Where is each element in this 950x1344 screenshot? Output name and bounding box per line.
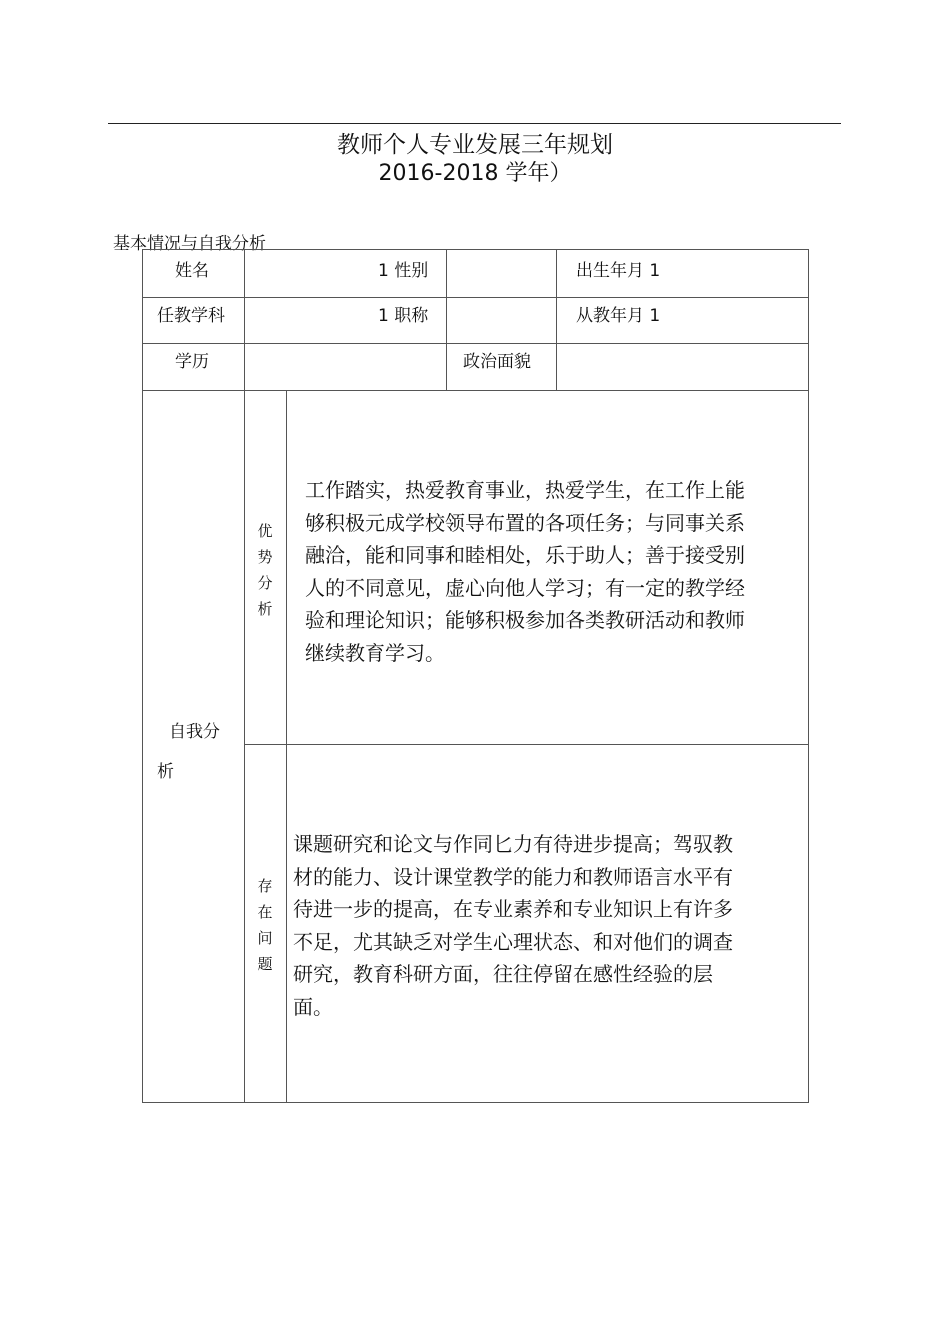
political-label-cell bbox=[446, 343, 557, 391]
subject-label-cell bbox=[142, 297, 245, 344]
title-cell bbox=[244, 297, 447, 344]
document-subtitle: 2016-2018 学年） bbox=[378, 161, 572, 186]
problems-text: 课题研究和论文与作同匕力有待进步提高；驾驭教 材的能力、设计课堂教学的能力和教师语言水平有 待进一步的提高，在专业素养和专业知识上有许多 不足，尤其缺乏对学生心理状态、和对他们的调查 研究，教育科研方面，往往停留在感性经验的层 面。 bbox=[293, 832, 733, 1019]
education-label-cell bbox=[142, 343, 245, 391]
self-analysis-label-line1: 自我分 bbox=[169, 722, 220, 742]
problems-content-cell bbox=[286, 744, 809, 1103]
self-analysis-cell bbox=[142, 390, 245, 1103]
problems-label-cell bbox=[244, 744, 287, 1103]
section-heading: 基本情况与自我分析 bbox=[113, 234, 266, 254]
name-label-cell bbox=[142, 249, 245, 298]
strengths-text: 工作踏实，热爱教育事业，热爱学生，在工作上能 够积极元成学校领导布置的各项任务；与同事关系 融洽，能和同事和睦相处，乐于助人；善于接受别 人的不同意见，虚心向他人学习；有一定的教学经 验和理论知识；能够积极参加各类教研活动和教师 继续教育学习。 bbox=[305, 478, 745, 665]
education-value-cell bbox=[244, 343, 447, 391]
education-label: 学历 bbox=[175, 352, 209, 372]
teaching-years-cell bbox=[556, 297, 809, 344]
header-rule bbox=[108, 123, 841, 124]
subject-label: 任教学科 bbox=[157, 306, 225, 326]
self-analysis-label-line2: 析 bbox=[157, 762, 174, 782]
political-label: 政治面貌 bbox=[463, 352, 531, 372]
title-value-cell bbox=[446, 297, 557, 344]
birth-label: 出生年月 1 bbox=[576, 261, 661, 281]
teaching-years-label: 从教年月 1 bbox=[576, 306, 661, 326]
strengths-content-cell bbox=[286, 390, 809, 745]
strengths-label-cell bbox=[244, 390, 287, 745]
birth-cell bbox=[556, 249, 809, 298]
gender-value-cell bbox=[446, 249, 557, 298]
problems-label: 存 在 问 题 bbox=[257, 877, 273, 973]
political-value-cell bbox=[556, 343, 809, 391]
strengths-label: 优 势 分 析 bbox=[257, 522, 273, 618]
name-label: 姓名 bbox=[175, 261, 209, 281]
title-label: 1 职称 bbox=[378, 306, 429, 326]
document-title: 教师个人专业发展三年规划 bbox=[337, 132, 613, 158]
gender-cell bbox=[244, 249, 447, 298]
gender-label: 1 性别 bbox=[378, 261, 429, 281]
